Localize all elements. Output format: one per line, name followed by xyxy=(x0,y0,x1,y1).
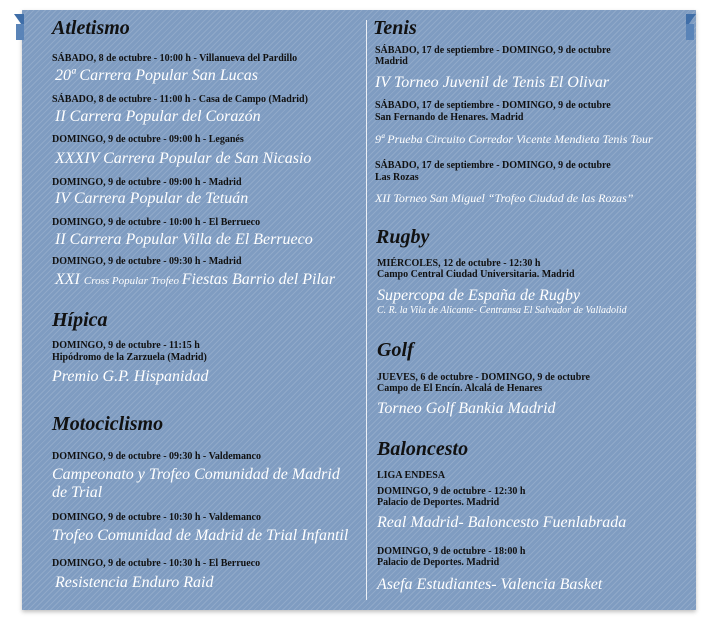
event-meta: Madrid xyxy=(375,56,408,67)
section-title-golf: Golf xyxy=(377,339,414,361)
event-name: Resistencia Enduro Raid xyxy=(55,574,214,591)
event-meta: SÁBADO, 17 de septiembre - DOMINGO, 9 de octubre xyxy=(375,160,611,171)
event-meta: DOMINGO, 9 de octubre - 18:00 h xyxy=(377,546,526,557)
event-meta: Palacio de Deportes. Madrid xyxy=(377,497,500,508)
event-name: Asefa Estudiantes- Valencia Basket xyxy=(377,576,603,593)
event-name: 20ª Carrera Popular San Lucas xyxy=(55,67,258,84)
event-name-part: Fiestas Barrio del Pilar xyxy=(181,271,336,288)
event-meta: DOMINGO, 9 de octubre - 12:30 h xyxy=(377,486,526,497)
event-meta: Campo Central Ciudad Universitaria. Madrid xyxy=(377,269,575,280)
league-label: LIGA ENDESA xyxy=(377,470,446,481)
event-meta: Las Rozas xyxy=(375,172,419,183)
event-meta: DOMINGO, 9 de octubre - 10:30 h - El Berrueco xyxy=(52,558,261,569)
event-meta: Palacio de Deportes. Madrid xyxy=(377,557,500,568)
event-name: II Carrera Popular Villa de El Berrueco xyxy=(55,231,313,248)
event-name: Premio G.P. Hispanidad xyxy=(52,368,209,385)
event-meta: Campo de El Encín. Alcalá de Henares xyxy=(377,383,543,394)
event-meta: DOMINGO, 9 de octubre - 09:30 h - Madrid xyxy=(52,256,242,267)
event-name: de Trial xyxy=(52,484,103,501)
event-meta: SÁBADO, 17 de septiembre - DOMINGO, 9 de octubre xyxy=(375,100,611,111)
section-title-atletismo: Atletismo xyxy=(52,17,130,39)
event-name xyxy=(55,271,335,290)
event-name: XII Torneo San Miguel “Trofeo Ciudad de las Rozas” xyxy=(375,191,634,205)
event-name: XXXIV Carrera Popular de San Nicasio xyxy=(55,150,312,167)
event-name: 9ª Prueba Circuito Corredor Vicente Mendieta Tenis Tour xyxy=(375,132,653,146)
event-name-part: Cross Popular Trofeo xyxy=(83,275,182,287)
event-meta: MIÉRCOLES, 12 de octubre - 12:30 h xyxy=(377,258,541,269)
event-meta: JUEVES, 6 de octubre - DOMINGO, 9 de octubre xyxy=(377,372,590,383)
event-name: IV Torneo Juvenil de Tenis El Olivar xyxy=(375,74,610,91)
section-title-tenis: Tenis xyxy=(373,17,417,39)
event-name: Campeonato y Trofeo Comunidad de Madrid xyxy=(52,466,340,483)
event-name: Real Madrid- Baloncesto Fuenlabrada xyxy=(377,514,627,531)
event-meta: DOMINGO, 9 de octubre - 09:00 h - Madrid xyxy=(52,177,242,188)
event-meta: DOMINGO, 9 de octubre - 11:15 h xyxy=(52,340,200,351)
event-meta: San Fernando de Henares. Madrid xyxy=(375,112,524,123)
event-meta: DOMINGO, 9 de octubre - 10:30 h - Valdemanco xyxy=(52,512,261,523)
event-subtitle: C. R. la Vila de Alicante- Centransa El Salvador de Valladolid xyxy=(377,305,627,316)
section-title-hipica: Hípica xyxy=(52,309,108,331)
section-title-baloncesto: Baloncesto xyxy=(377,438,469,460)
event-meta: SÁBADO, 8 de octubre - 11:00 h - Casa de Campo (Madrid) xyxy=(52,94,308,105)
event-name: Torneo Golf Bankia Madrid xyxy=(377,400,556,417)
event-meta: SÁBADO, 17 de septiembre - DOMINGO, 9 de octubre xyxy=(375,45,611,56)
event-name: IV Carrera Popular de Tetuán xyxy=(55,190,249,207)
event-meta: SÁBADO, 8 de octubre - 10:00 h - Villanueva del Pardillo xyxy=(52,53,298,64)
event-meta: DOMINGO, 9 de octubre - 09:30 h - Valdemanco xyxy=(52,451,261,462)
event-name: Trofeo Comunidad de Madrid de Trial Infantil xyxy=(52,527,349,544)
section-title-rugby: Rugby xyxy=(376,226,430,248)
left-tab-shade xyxy=(16,24,24,40)
event-meta: DOMINGO, 9 de octubre - 09:00 h - Leganés xyxy=(52,134,244,145)
event-meta: DOMINGO, 9 de octubre - 10:00 h - El Berrueco xyxy=(52,217,261,228)
column-divider xyxy=(366,20,367,600)
event-name-part: XXI xyxy=(55,271,84,288)
event-meta: Hipódromo de la Zarzuela (Madrid) xyxy=(52,352,207,363)
event-name: II Carrera Popular del Corazón xyxy=(55,108,261,125)
event-name: Supercopa de España de Rugby xyxy=(377,287,580,304)
right-tab-shade xyxy=(686,24,694,40)
section-title-motociclismo: Motociclismo xyxy=(52,413,164,435)
